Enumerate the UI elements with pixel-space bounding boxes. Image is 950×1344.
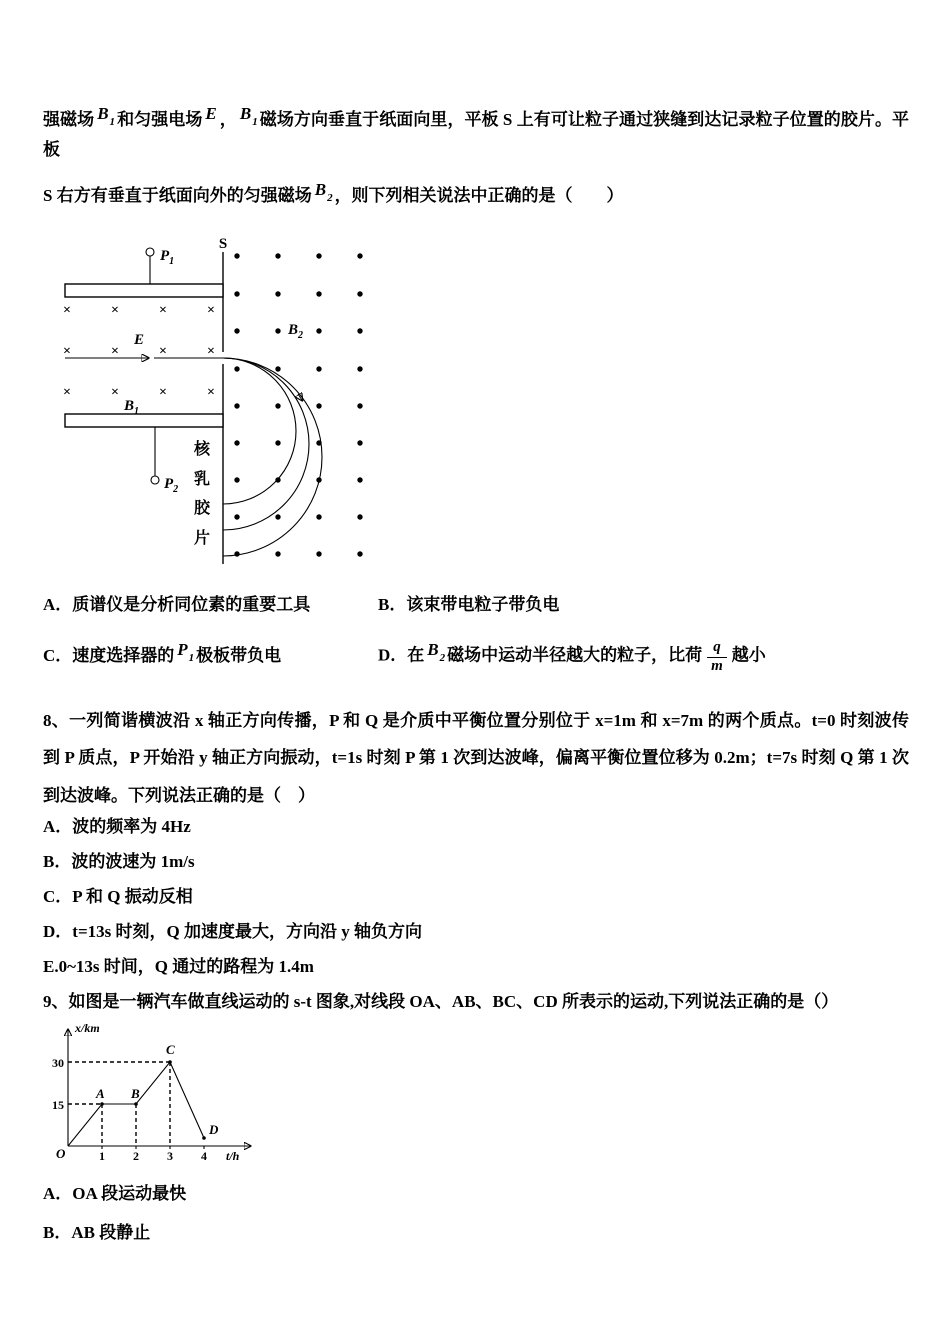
- q7-intro-line2: [43, 182, 909, 212]
- p2-label: $P_2$: [164, 476, 179, 495]
- xtick-3: 3: [167, 1149, 173, 1163]
- q7-options-row-2: [43, 630, 909, 684]
- q8-option-e: E.0~13s 时间，Q 通过的路程为 1.4m: [43, 957, 314, 976]
- p2-terminal: [151, 427, 178, 495]
- particle-trajectories: [223, 358, 322, 556]
- point-c-label: C: [166, 1042, 175, 1057]
- q8-option-a: A．波的频率为 4Hz: [43, 817, 191, 836]
- math-var-P1: $P_1$: [177, 640, 195, 665]
- q8-options: [43, 816, 909, 991]
- svg-text:×: ×: [63, 303, 71, 318]
- q8-option-d: D．t=13s 时刻，Q 加速度最大，方向沿 y 轴负方向: [43, 922, 422, 941]
- text-segment: ，则下列相关说法中正确的是（ ）: [334, 186, 624, 205]
- q7-diagram: [60, 238, 390, 578]
- mass-spectrometer-figure: [60, 238, 390, 578]
- q7-option-c: C．速度选择器的 $P_1$ 极板带负电: [43, 640, 282, 666]
- q9-option-b: B．AB 段静止: [43, 1223, 151, 1242]
- p1-terminal: [146, 248, 174, 284]
- svg-text:×: ×: [111, 344, 119, 359]
- text-segment: S 右方有垂直于纸面向外的匀强磁场: [43, 186, 312, 205]
- math-var-E: E: [205, 104, 217, 123]
- into-page-field-symbols: [63, 303, 215, 400]
- xtick-1: 1: [99, 1149, 105, 1163]
- point-a-label: A: [96, 1086, 105, 1101]
- svg-text:×: ×: [159, 303, 167, 318]
- charge-mass-ratio-fraction: $\frac{q}{m}$: [707, 639, 727, 675]
- xtick-4: 4: [201, 1149, 207, 1163]
- q8-stem: 8、一列简谐横波沿 x 轴正方向传播，P 和 Q 是介质中平衡位置分别位于 x=1m 和 x=7m 的两个质点。t=0 时刻波传到 P 质点，P 开始沿 y 轴正方向振动，t=1s 时刻 P 第 1 次到达波峰，偏离平衡位置位移为 0.2m；t=7s 时刻 Q 第 1 次到达波峰。下列说法正确的是（ ）: [43, 711, 909, 805]
- svg-text:×: ×: [63, 385, 71, 400]
- b2-field-label: $B_2$: [288, 322, 304, 341]
- svg-text:×: ×: [111, 303, 119, 318]
- q9-options: [43, 1183, 909, 1261]
- svg-text:×: ×: [159, 344, 167, 359]
- b1-field-label: $B_1$: [124, 398, 140, 417]
- capacitor-plate-bottom: [65, 414, 223, 427]
- point-d-label: D: [209, 1122, 219, 1137]
- point-b-label: B: [131, 1086, 140, 1101]
- ytick-30: 30: [52, 1056, 64, 1070]
- q7-option-b: B．该束带电粒子带负电: [378, 595, 560, 615]
- svg-text:×: ×: [207, 344, 215, 359]
- film-label: 核乳胶片: [193, 441, 210, 547]
- math-var-B2: $B_2$: [314, 180, 333, 205]
- q7-options-row-1: [43, 592, 909, 618]
- origin-label: O: [56, 1146, 66, 1161]
- text-segment: 和匀强电场: [117, 110, 203, 129]
- svg-text:×: ×: [207, 385, 215, 400]
- svg-text:×: ×: [159, 385, 167, 400]
- text-segment: ，: [219, 110, 237, 129]
- svg-text:×: ×: [207, 303, 215, 318]
- text-segment: 磁场方向垂直于纸面向里，平板 S 上有可让粒子通过狭缝到达记录粒子位置的胶片。平板: [43, 110, 910, 159]
- math-var-B2: $B_2$: [427, 639, 446, 665]
- s-plate-label: S: [218, 236, 228, 252]
- xtick-2: 2: [133, 1149, 139, 1163]
- p1-label: $P_1$: [160, 248, 175, 267]
- text-segment: 强磁场: [43, 110, 95, 129]
- math-var-B1: $B_1$: [97, 104, 116, 129]
- y-axis-label: x/km: [75, 1021, 100, 1035]
- ytick-15: 15: [52, 1098, 64, 1112]
- out-of-page-field-dots: [234, 253, 362, 556]
- q7-option-d: D．在 $B_2$ 磁场中运动半径越大的粒子，比荷 $\frac{q}{m}$ 越小: [378, 639, 766, 674]
- q7-option-a: A．质谱仪是分析同位素的重要工具: [43, 595, 311, 615]
- e-field-arrow: [65, 332, 223, 358]
- svg-text:×: ×: [63, 344, 71, 359]
- q9-stem: 9、如图是一辆汽车做直线运动的 s-t 图象,对线段 OA、AB、BC、CD 所表示的运动,下列说法正确的是（）: [43, 992, 839, 1011]
- math-var-B1: $B_1$: [239, 104, 258, 129]
- q9-option-a: A．OA 段运动最快: [43, 1184, 187, 1203]
- position-time-graph: [48, 1018, 278, 1176]
- capacitor-plate-top: [65, 284, 223, 297]
- q8-option-b: B．波的波速为 1m/s: [43, 852, 195, 871]
- svg-text:×: ×: [111, 385, 119, 400]
- q7-intro-line1: [43, 106, 909, 164]
- e-field-label: E: [134, 332, 145, 348]
- q8-option-c: C．P 和 Q 振动反相: [43, 887, 193, 906]
- x-axis-label: t/h: [226, 1149, 240, 1163]
- q9-graph: [48, 1018, 278, 1176]
